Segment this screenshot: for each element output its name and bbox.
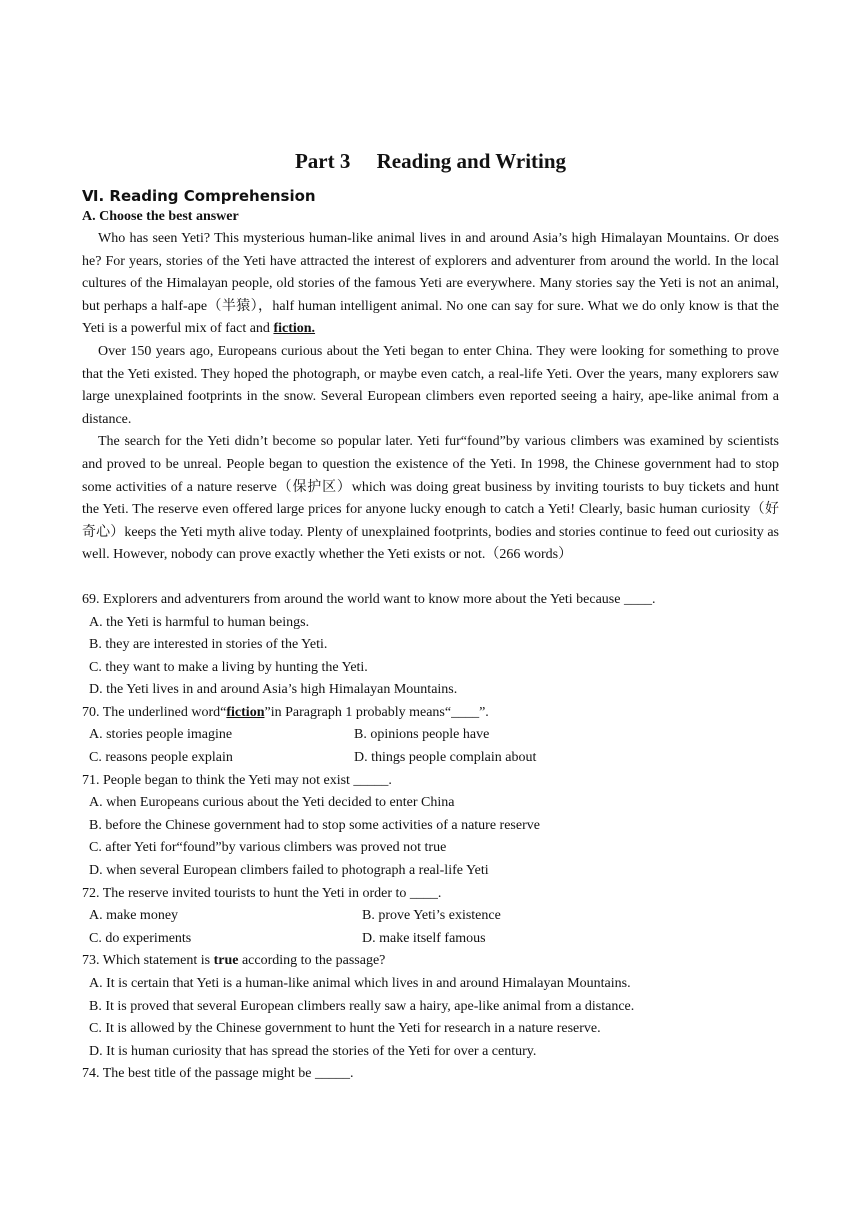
exam-page xyxy=(82,148,779,1086)
question-70-underlined-word: fiction xyxy=(226,704,265,720)
part-title: Part 3 Reading and Writing xyxy=(294,149,567,173)
question-71-option-c: C. after Yeti for“found”by various climbers was proved not true xyxy=(89,840,447,856)
question-69: 69. Explorers and adventurers from around the world want to know more about the Yeti because ____. xyxy=(82,591,656,607)
passage-paragraph-1 xyxy=(82,228,779,341)
question-70-option-d: D. things people complain about xyxy=(354,750,537,766)
question-70-options-row-1 xyxy=(82,724,779,747)
question-71-option-d: D. when several European climbers failed to photograph a real-life Yeti xyxy=(89,863,489,879)
question-69-option-b: B. they are interested in stories of the Yeti. xyxy=(89,637,328,653)
question-74: 74. The best title of the passage might be _____. xyxy=(82,1066,354,1082)
underlined-word-fiction: fiction. xyxy=(273,321,316,337)
question-70-stem-start: 70. The underlined word“ xyxy=(82,704,227,720)
subsection-title: A. Choose the best answer xyxy=(82,209,239,224)
passage-paragraph-3: The search for the Yeti didn’t become so popular later. Yeti fur“found”by various climbers was examined by scientists and proved to be unreal. People began to question the existence of the Yeti. In 1998, the Chinese government had to stop some activities of a nature reserve（保护区）which was doing great business by inviting tourists to buy tickets and hunt the Yeti. The reserve even offered large prices for anyone lucky enough to catch a Yeti! Clearly, basic human curiosity（好奇心）keeps the Yeti myth alive today. Plenty of unexplained footprints, bodies and stories continue to feed out curiosity as well. However, nobody can prove exactly whether the Yeti exists or not.（266 words） xyxy=(82,434,779,563)
question-73-option-b: B. It is proved that several European climbers really saw a hairy, ape-like animal from a distance. xyxy=(89,998,635,1014)
question-73-emphasis-word: true xyxy=(213,953,239,969)
question-73-option-d: D. It is human curiosity that has spread the stories of the Yeti for over a century. xyxy=(89,1043,537,1059)
spacer xyxy=(82,567,779,589)
question-72-options-row-2 xyxy=(82,928,779,951)
question-72-option-a: A. make money xyxy=(89,908,179,924)
question-73-stem-end: according to the passage? xyxy=(238,953,386,969)
question-72-option-c: C. do experiments xyxy=(89,930,192,946)
question-73 xyxy=(82,950,779,973)
paragraph-1-text: Who has seen Yeti? This mysterious human-like animal lives in and around Asia’s high Himalayan Mountains. Or does he? For years, stories of the Yeti have attracted the interest of explorers and adventurer from around the world. In the local cultures of the Himalayan people, old stories of the famous Yeti are everywhere. Many stories say the Yeti is not an animal, but perhaps a half-ape（半猿），half human intelligent animal. No one can say for sure. What we do only know is that the Yeti is a powerful mix of fact and xyxy=(82,231,779,337)
question-70-options-row-2 xyxy=(82,747,779,770)
question-70-option-c: C. reasons people explain xyxy=(89,750,233,766)
question-73-stem-start: 73. Which statement is xyxy=(82,953,214,969)
question-73-option-a: A. It is certain that Yeti is a human-like animal which lives in and around Himalayan Mountains. xyxy=(89,976,631,991)
question-69-option-a: A. the Yeti is harmful to human beings. xyxy=(89,614,310,630)
passage-paragraph-2: Over 150 years ago, Europeans curious about the Yeti began to enter China. They were looking for something to prove that the Yeti existed. They hoped the photograph, or maybe even catch, a real-life Yeti. Over the years, many explorers saw large unexplained footprints in the snow. Several European climbers even reported seeing a hairy, ape-like animal from a distance. xyxy=(82,343,779,427)
question-71: 71. People began to think the Yeti may not exist _____. xyxy=(82,772,392,788)
question-72-option-d: D. make itself famous xyxy=(362,930,486,946)
question-72: 72. The reserve invited tourists to hunt the Yeti in order to ____. xyxy=(82,885,442,901)
question-70-option-a: A. stories people imagine xyxy=(89,727,233,743)
question-69-option-c: C. they want to make a living by hunting the Yeti. xyxy=(89,659,368,675)
question-71-option-a: A. when Europeans curious about the Yeti decided to enter China xyxy=(89,795,455,811)
question-70-option-b: B. opinions people have xyxy=(354,727,490,743)
question-70-stem-end: ”in Paragraph 1 probably means“____”. xyxy=(264,704,489,720)
question-72-option-b: B. prove Yeti’s existence xyxy=(362,908,501,924)
question-70 xyxy=(82,702,779,725)
question-72-options-row-1 xyxy=(82,905,779,928)
question-69-option-d: D. the Yeti lives in and around Asia’s high Himalayan Mountains. xyxy=(89,682,458,698)
question-73-option-c: C. It is allowed by the Chinese government to hunt the Yeti for research in a nature reserve. xyxy=(89,1021,601,1037)
question-71-option-b: B. before the Chinese government had to stop some activities of a nature reserve xyxy=(89,817,540,833)
section-title: Ⅵ. Reading Comprehension xyxy=(82,187,316,205)
